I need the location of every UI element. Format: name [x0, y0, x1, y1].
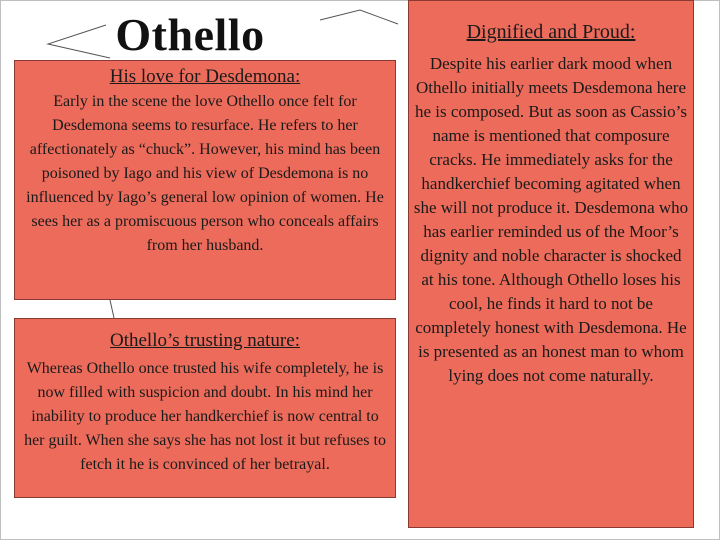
slide-title: Othello [115, 9, 265, 60]
love-heading: His love for Desdemona: [109, 66, 301, 87]
trust-body: Whereas Othello once trusted his wife completely, he is now filled with suspicion and doubt. In his mind her inability to produce her handkerchief is now central to her guilt. When she says she has not lost it but refuses to fetch it he is convinced of her betrayal. [24, 360, 386, 473]
love-body: Early in the scene the love Othello once felt for Desdemona seems to resurface. He refers to her affectionately as “chuck”. However, his mind has been poisoned by Iago and his view of Desdemona is no influenced by Iago’s general low opinion of women. He sees her as a promiscuous person who conceals affairs from her husband. [26, 93, 384, 254]
love-box [14, 60, 396, 300]
trust-box [14, 318, 396, 498]
proud-heading: Dignified and Proud: [466, 21, 636, 43]
trust-heading: Othello’s trusting nature: [110, 330, 300, 351]
proud-box [408, 0, 694, 528]
proud-body: Despite his earlier dark mood when Othello initially meets Desdemona here he is composed. But as soon as Cassio’s name is mentioned that composure cracks. He immediately asks for the handkerchief becoming agitated when she will not produce it. Desdemona who has earlier reminded us of the Moor’s dignity and noble character is shocked at his tone. Although Othello loses his cool, he finds it hard to not be completely honest with Desdemona. He is presented as an honest man to whom lying does not come naturally. [413, 54, 689, 385]
